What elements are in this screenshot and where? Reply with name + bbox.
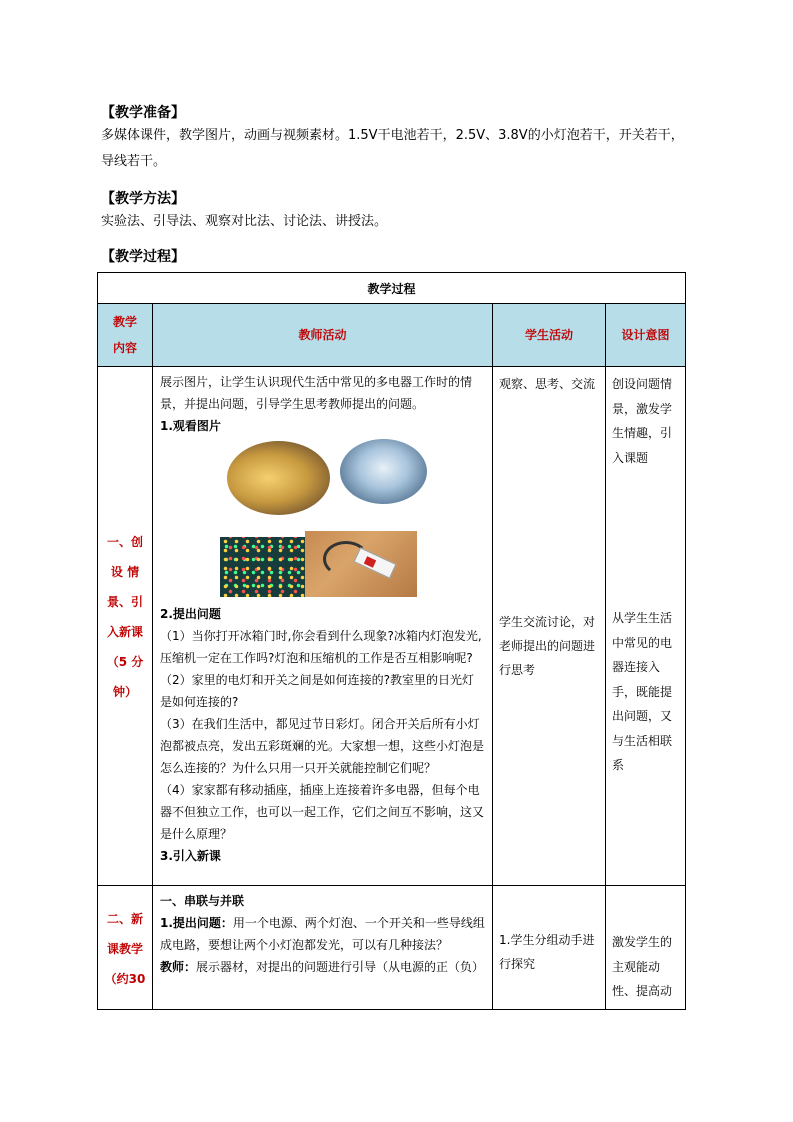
prep-title: 【教学准备】 <box>101 105 185 121</box>
process-table <box>97 272 686 1010</box>
power-strip-photo <box>305 531 417 597</box>
teacher-step2: 2.提出问题 <box>160 607 221 621</box>
row1-design <box>606 367 686 886</box>
header-content: 教学 内容 <box>98 304 153 367</box>
row2-q-text: 用一个电源、两个灯泡、一个开关和一些导线组成电路，要想让两个小灯泡都发光，可以有几种接法？ <box>160 916 485 952</box>
header-student: 学生活动 <box>493 304 606 367</box>
header-design: 设计意图 <box>606 304 686 367</box>
prep-line1: 多媒体课件，教学图片，动画与视频素材。1.5V干电池若干，2.5V、3.8V的小灯泡若干，开关若干， <box>101 128 684 143</box>
classroom-photo <box>340 439 427 504</box>
row2-design: 激发学生的主观能动性、提高动 <box>606 886 686 1010</box>
person-photo <box>227 441 330 515</box>
method-title: 【教学方法】 <box>101 191 185 207</box>
row2-teacher <box>153 886 493 1010</box>
row1-content: 一、创 设 情 景、引 入新课 （5 分 钟） <box>98 367 153 886</box>
design-intent-2: 从学生生活中常见的电器连接入手，既能提出问题，又与生活相联系 <box>612 611 673 772</box>
prep-line2: 导线若干。 <box>101 154 167 169</box>
row1-teacher <box>153 367 493 886</box>
table-title: 教学过程 <box>98 273 686 304</box>
teacher-intro: 展示图片，让学生认识现代生活中常见的多电器工作时的情景，并提出问题，引导学生思考教师提出的问题。 <box>160 375 473 411</box>
method-text: 实验法、引导法、观察对比法、讨论法、讲授法。 <box>101 214 388 229</box>
teacher-q1: （1）当你打开冰箱门时,你会看到什么现象?冰箱内灯泡发光,压缩机一定在工作吗?灯泡和压缩机的工作是否互相影响呢? <box>160 629 482 665</box>
design-intent-1: 创设问题情景，激发学生情趣，引入课题 <box>612 377 673 465</box>
teacher-q2: （2）家里的电灯和开关之间是如何连接的?教室里的日光灯是如何连接的? <box>160 673 475 709</box>
teacher-step3: 3.引入新课 <box>160 849 221 863</box>
row2-content: 二、新 课教学 （约30 <box>98 886 153 1010</box>
student-activity-1: 观察、思考、交流 <box>499 377 596 391</box>
row2-student: 1.学生分组动手进行探究 <box>493 886 606 1010</box>
festival-lights-photo <box>220 537 305 597</box>
header-teacher: 教师活动 <box>153 304 493 367</box>
picture-group <box>160 437 485 603</box>
row2-heading: 一、串联与并联 <box>160 894 245 908</box>
student-activity-2: 学生交流讨论，对老师提出的问题进行思考 <box>499 615 596 677</box>
process-title: 【教学过程】 <box>101 249 185 265</box>
row2-t-text: 展示器材，对提出的问题进行引导（从电源的正（负） <box>196 960 485 974</box>
row2-t-label: 教师： <box>160 960 197 974</box>
row1-student <box>493 367 606 886</box>
teacher-q4: （4）家家都有移动插座，插座上连接着许多电器，但每个电器不但独立工作，也可以一起工作，它们之间互不影响，这又是什么原理？ <box>160 783 485 841</box>
row2-q-label: 1.提出问题： <box>160 916 233 930</box>
teacher-q3: （3）在我们生活中，都见过节日彩灯。闭合开关后所有小灯泡都被点亮，发出五彩斑斓的光。大家想一想，这些小灯泡是怎么连接的？为什么只用一只开关就能控制它们呢？ <box>160 717 485 775</box>
teacher-step1: 1.观看图片 <box>160 419 221 433</box>
